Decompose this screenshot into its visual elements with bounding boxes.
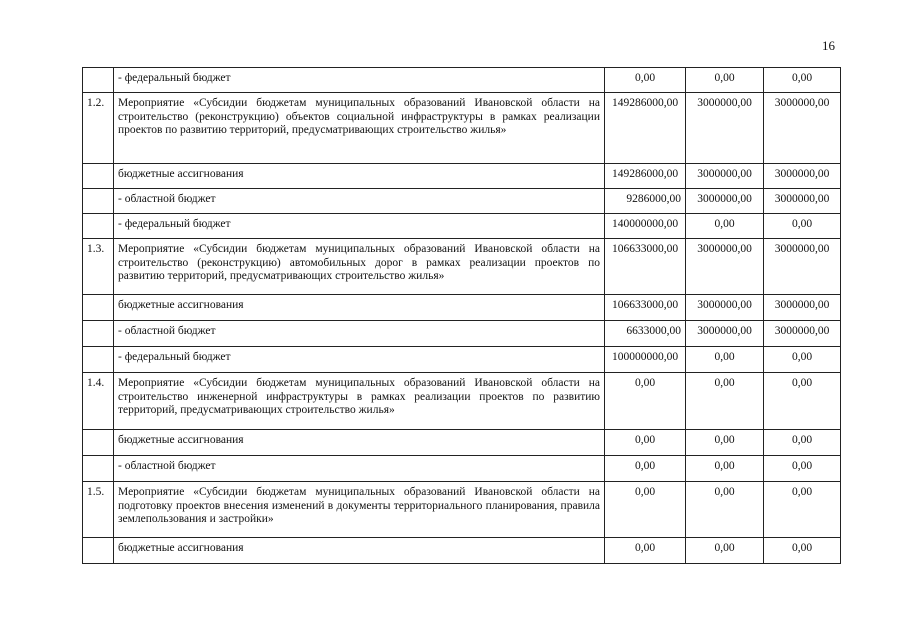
row-value-2: 0,00 <box>686 456 764 482</box>
table-row <box>83 482 841 538</box>
row-number <box>83 456 114 482</box>
row-value-2: 3000000,00 <box>686 321 764 347</box>
table-row <box>83 373 841 430</box>
row-value-1: 0,00 <box>605 68 686 93</box>
row-number <box>83 164 114 189</box>
row-value-2: 0,00 <box>686 538 764 564</box>
row-number <box>83 321 114 347</box>
table-row <box>83 321 841 347</box>
row-value-1: 0,00 <box>605 538 686 564</box>
row-value-2: 3000000,00 <box>686 164 764 189</box>
row-number: 1.2. <box>83 93 114 164</box>
row-value-1: 149286000,00 <box>605 164 686 189</box>
row-value-3: 0,00 <box>764 430 841 456</box>
row-value-3: 0,00 <box>764 456 841 482</box>
table-row <box>83 538 841 564</box>
row-number <box>83 430 114 456</box>
row-value-1: 0,00 <box>605 482 686 538</box>
row-value-2: 0,00 <box>686 430 764 456</box>
row-value-3: 3000000,00 <box>764 189 841 214</box>
row-value-1: 140000000,00 <box>605 214 686 239</box>
row-name: - областной бюджет <box>114 189 605 214</box>
row-number <box>83 347 114 373</box>
row-number <box>83 68 114 93</box>
table-row <box>83 164 841 189</box>
row-name: Мероприятие «Субсидии бюджетам муниципальных образований Ивановской области на строительство инженерной инфраструктуры в рамках реализации проектов по развитию территорий, предусматривающих строительство жилья» <box>114 373 605 430</box>
budget-table <box>82 67 841 564</box>
row-number: 1.3. <box>83 239 114 295</box>
row-name: - федеральный бюджет <box>114 68 605 93</box>
row-value-2: 0,00 <box>686 347 764 373</box>
row-value-2: 3000000,00 <box>686 189 764 214</box>
row-value-1: 0,00 <box>605 430 686 456</box>
row-value-3: 3000000,00 <box>764 93 841 164</box>
row-value-2: 0,00 <box>686 373 764 430</box>
table-row <box>83 295 841 321</box>
table-row <box>83 456 841 482</box>
row-name: бюджетные ассигнования <box>114 295 605 321</box>
table-row <box>83 93 841 164</box>
row-value-2: 0,00 <box>686 482 764 538</box>
row-name: - областной бюджет <box>114 321 605 347</box>
table-row <box>83 214 841 239</box>
row-value-1: 149286000,00 <box>605 93 686 164</box>
table-row <box>83 347 841 373</box>
row-value-1: 106633000,00 <box>605 295 686 321</box>
table-row <box>83 239 841 295</box>
row-value-2: 3000000,00 <box>686 295 764 321</box>
row-value-3: 0,00 <box>764 482 841 538</box>
row-value-3: 3000000,00 <box>764 321 841 347</box>
row-value-1: 6633000,00 <box>605 321 686 347</box>
row-value-1: 9286000,00 <box>605 189 686 214</box>
table-row <box>83 68 841 93</box>
row-name: бюджетные ассигнования <box>114 164 605 189</box>
row-value-3: 0,00 <box>764 373 841 430</box>
row-value-1: 0,00 <box>605 373 686 430</box>
row-name: Мероприятие «Субсидии бюджетам муниципальных образований Ивановской области на строительство (реконструкцию) объектов социальной инфраструктуры в рамках реализации проектов по развитию территорий, предусматривающих строительство жилья» <box>114 93 605 164</box>
row-value-2: 0,00 <box>686 68 764 93</box>
row-number: 1.4. <box>83 373 114 430</box>
table-row <box>83 430 841 456</box>
row-value-3: 3000000,00 <box>764 164 841 189</box>
row-value-3: 3000000,00 <box>764 295 841 321</box>
row-name: Мероприятие «Субсидии бюджетам муниципальных образований Ивановской области на подготовку проектов внесения изменений в документы территориального планирования, правила землепользования и застройки» <box>114 482 605 538</box>
row-value-1: 106633000,00 <box>605 239 686 295</box>
row-number <box>83 214 114 239</box>
row-value-2: 3000000,00 <box>686 93 764 164</box>
row-name: - областной бюджет <box>114 456 605 482</box>
row-value-3: 0,00 <box>764 538 841 564</box>
row-name: - федеральный бюджет <box>114 214 605 239</box>
row-value-3: 0,00 <box>764 214 841 239</box>
page-number: 16 <box>822 38 835 53</box>
row-name: бюджетные ассигнования <box>114 538 605 564</box>
row-value-2: 0,00 <box>686 214 764 239</box>
row-name: бюджетные ассигнования <box>114 430 605 456</box>
row-number <box>83 295 114 321</box>
row-value-1: 0,00 <box>605 456 686 482</box>
row-value-3: 0,00 <box>764 68 841 93</box>
row-number <box>83 538 114 564</box>
row-value-3: 0,00 <box>764 347 841 373</box>
row-value-3: 3000000,00 <box>764 239 841 295</box>
row-name: Мероприятие «Субсидии бюджетам муниципальных образований Ивановской области на строительство (реконструкцию) автомобильных дорог в рамках реализации проектов по развитию территорий, предусматривающих строительство жилья» <box>114 239 605 295</box>
row-number: 1.5. <box>83 482 114 538</box>
row-number <box>83 189 114 214</box>
table-row <box>83 189 841 214</box>
row-name: - федеральный бюджет <box>114 347 605 373</box>
row-value-1: 100000000,00 <box>605 347 686 373</box>
row-value-2: 3000000,00 <box>686 239 764 295</box>
